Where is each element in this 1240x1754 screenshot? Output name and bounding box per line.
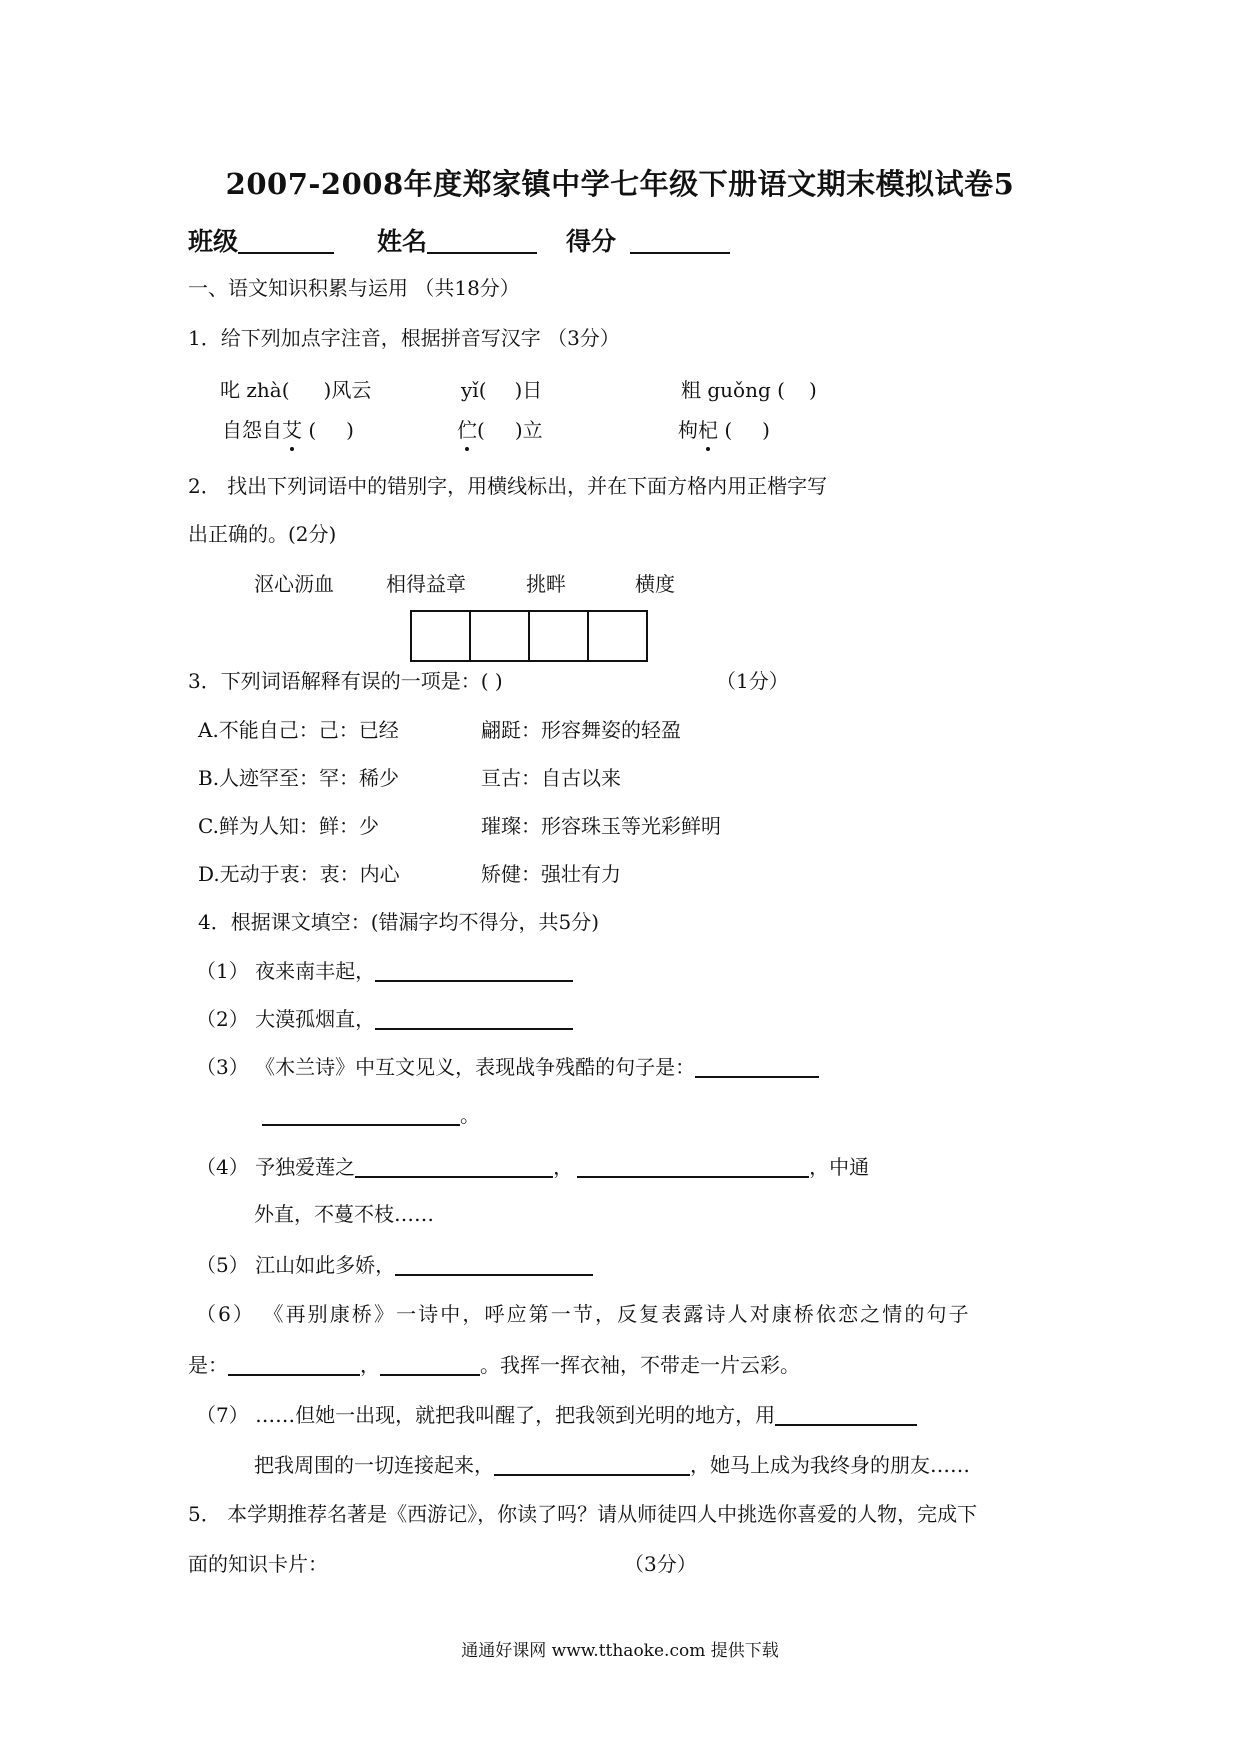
fill-blank[interactable] (775, 1400, 917, 1426)
fill-blank[interactable] (577, 1152, 809, 1178)
fill-blank[interactable] (355, 1152, 553, 1178)
q3-option-c-def: 璀璨：形容珠玉等光彩鲜明 (481, 814, 721, 838)
q4-line-6: （6） 《再别康桥》一诗中，呼应第一节，反复表露诗人对康桥依恋之情的句子 (196, 1302, 971, 1326)
q4-line-7: （7） ……但她一出现，就把我叫醒了，把我领到光明的地方，用 (196, 1400, 917, 1429)
section-heading: 一、语文知识积累与运用 （共18分） (188, 276, 520, 300)
fill-blank[interactable] (262, 1100, 460, 1126)
q1-item-4: 自怨自艾 ( ) (222, 418, 354, 442)
q2-word: 相得益章 (386, 572, 466, 596)
fill-blank[interactable] (380, 1350, 480, 1376)
name-label: 姓名 (377, 227, 428, 256)
answer-cell[interactable] (412, 612, 471, 660)
page-title: 2007-2008年度郑家镇中学七年级下册语文期末模拟试卷5 (225, 167, 1015, 201)
fill-blank[interactable] (395, 1250, 593, 1276)
q3-option-a: A.不能自己：己：已经 (198, 718, 399, 742)
answer-grid (410, 610, 648, 662)
class-blank[interactable] (238, 224, 334, 254)
q5-points: （3分） (624, 1552, 697, 1576)
answer-cell[interactable] (471, 612, 530, 660)
q4-line-4-cont: 外直，不蔓不枝…… (254, 1202, 434, 1226)
q1-item-2: yǐ( )日 (461, 378, 543, 402)
q3-option-b-def: 亘古：自古以来 (481, 766, 621, 790)
dotted-char: 艾 (282, 418, 302, 442)
q1-item-3: 粗 guǒng ( ) (681, 378, 817, 402)
q3-option-d: D.无动于衷：衷：内心 (198, 862, 400, 886)
q4-line-3: （3） 《木兰诗》中互文见义，表现战争残酷的句子是： (196, 1052, 819, 1081)
q2-prompt-line1: 2． 找出下列词语中的错别字，用横线标出，并在下面方格内用正楷字写 (188, 474, 828, 498)
q3-option-a-def: 翩跹：形容舞姿的轻盈 (481, 718, 681, 742)
q4-line-5: （5） 江山如此多娇， (196, 1250, 593, 1279)
footer-credit: 通通好课网 www.tthaoke.com 提供下载 (461, 1641, 779, 1661)
fill-blank[interactable] (228, 1350, 360, 1376)
q4-line-1: （1） 夜来南丰起， (196, 956, 573, 985)
dotted-char: 伫 (457, 418, 477, 442)
q3-prompt: 3．下列词语解释有误的一项是：( ) (188, 669, 503, 693)
q3-option-d-def: 矫健：强壮有力 (481, 862, 621, 886)
q4-line-2: （2） 大漠孤烟直， (196, 1004, 573, 1033)
q2-word: 沤心沥血 (254, 572, 334, 596)
q1-item-6: 枸杞 ( ) (678, 418, 770, 442)
q3-points: （1分） (716, 669, 789, 693)
q2-word: 横度 (635, 572, 675, 596)
dotted-char: 杞 (698, 418, 718, 442)
score-blank[interactable] (630, 224, 730, 254)
fill-blank[interactable] (375, 956, 573, 982)
q4-prompt: 4．根据课文填空：(错漏字均不得分，共5分) (198, 910, 600, 934)
class-field (188, 224, 334, 259)
score-label: 得分 (566, 227, 617, 256)
q1-item-1: 叱 zhà( )风云 (220, 378, 372, 402)
fill-blank[interactable] (375, 1004, 573, 1030)
class-label: 班级 (188, 227, 239, 256)
q1-prompt: 1．给下列加点字注音，根据拼音写汉字 （3分） (188, 326, 620, 350)
q2-word: 挑畔 (526, 572, 566, 596)
q4-line-7-cont: 把我周围的一切连接起来， ，她马上成为我终身的朋友…… (254, 1450, 970, 1479)
q4-line-6-cont: 是： ， 。我挥一挥衣袖，不带走一片云彩。 (188, 1350, 800, 1379)
q4-line-3-cont: 。 (262, 1100, 480, 1129)
name-blank[interactable] (427, 224, 537, 254)
answer-cell[interactable] (530, 612, 589, 660)
answer-cell[interactable] (589, 612, 646, 660)
q5-prompt-line2: 面的知识卡片： (188, 1552, 328, 1576)
fill-blank[interactable] (695, 1052, 819, 1078)
q3-option-b: B.人迹罕至：罕：稀少 (198, 766, 400, 790)
q2-prompt-line2: 出正确的。(2分) (188, 522, 337, 546)
q4-line-4: （4） 予独爱莲之 ， ，中通 (196, 1152, 869, 1181)
q1-item-5: 伫( )立 (457, 418, 543, 442)
score-field (566, 224, 730, 259)
q5-prompt-line1: 5． 本学期推荐名著是《西游记》，你读了吗？请从师徒四人中挑选你喜爱的人物，完成下 (188, 1502, 978, 1526)
fill-blank[interactable] (494, 1450, 690, 1476)
q3-option-c: C.鲜为人知：鲜：少 (198, 814, 379, 838)
name-field (377, 224, 537, 259)
